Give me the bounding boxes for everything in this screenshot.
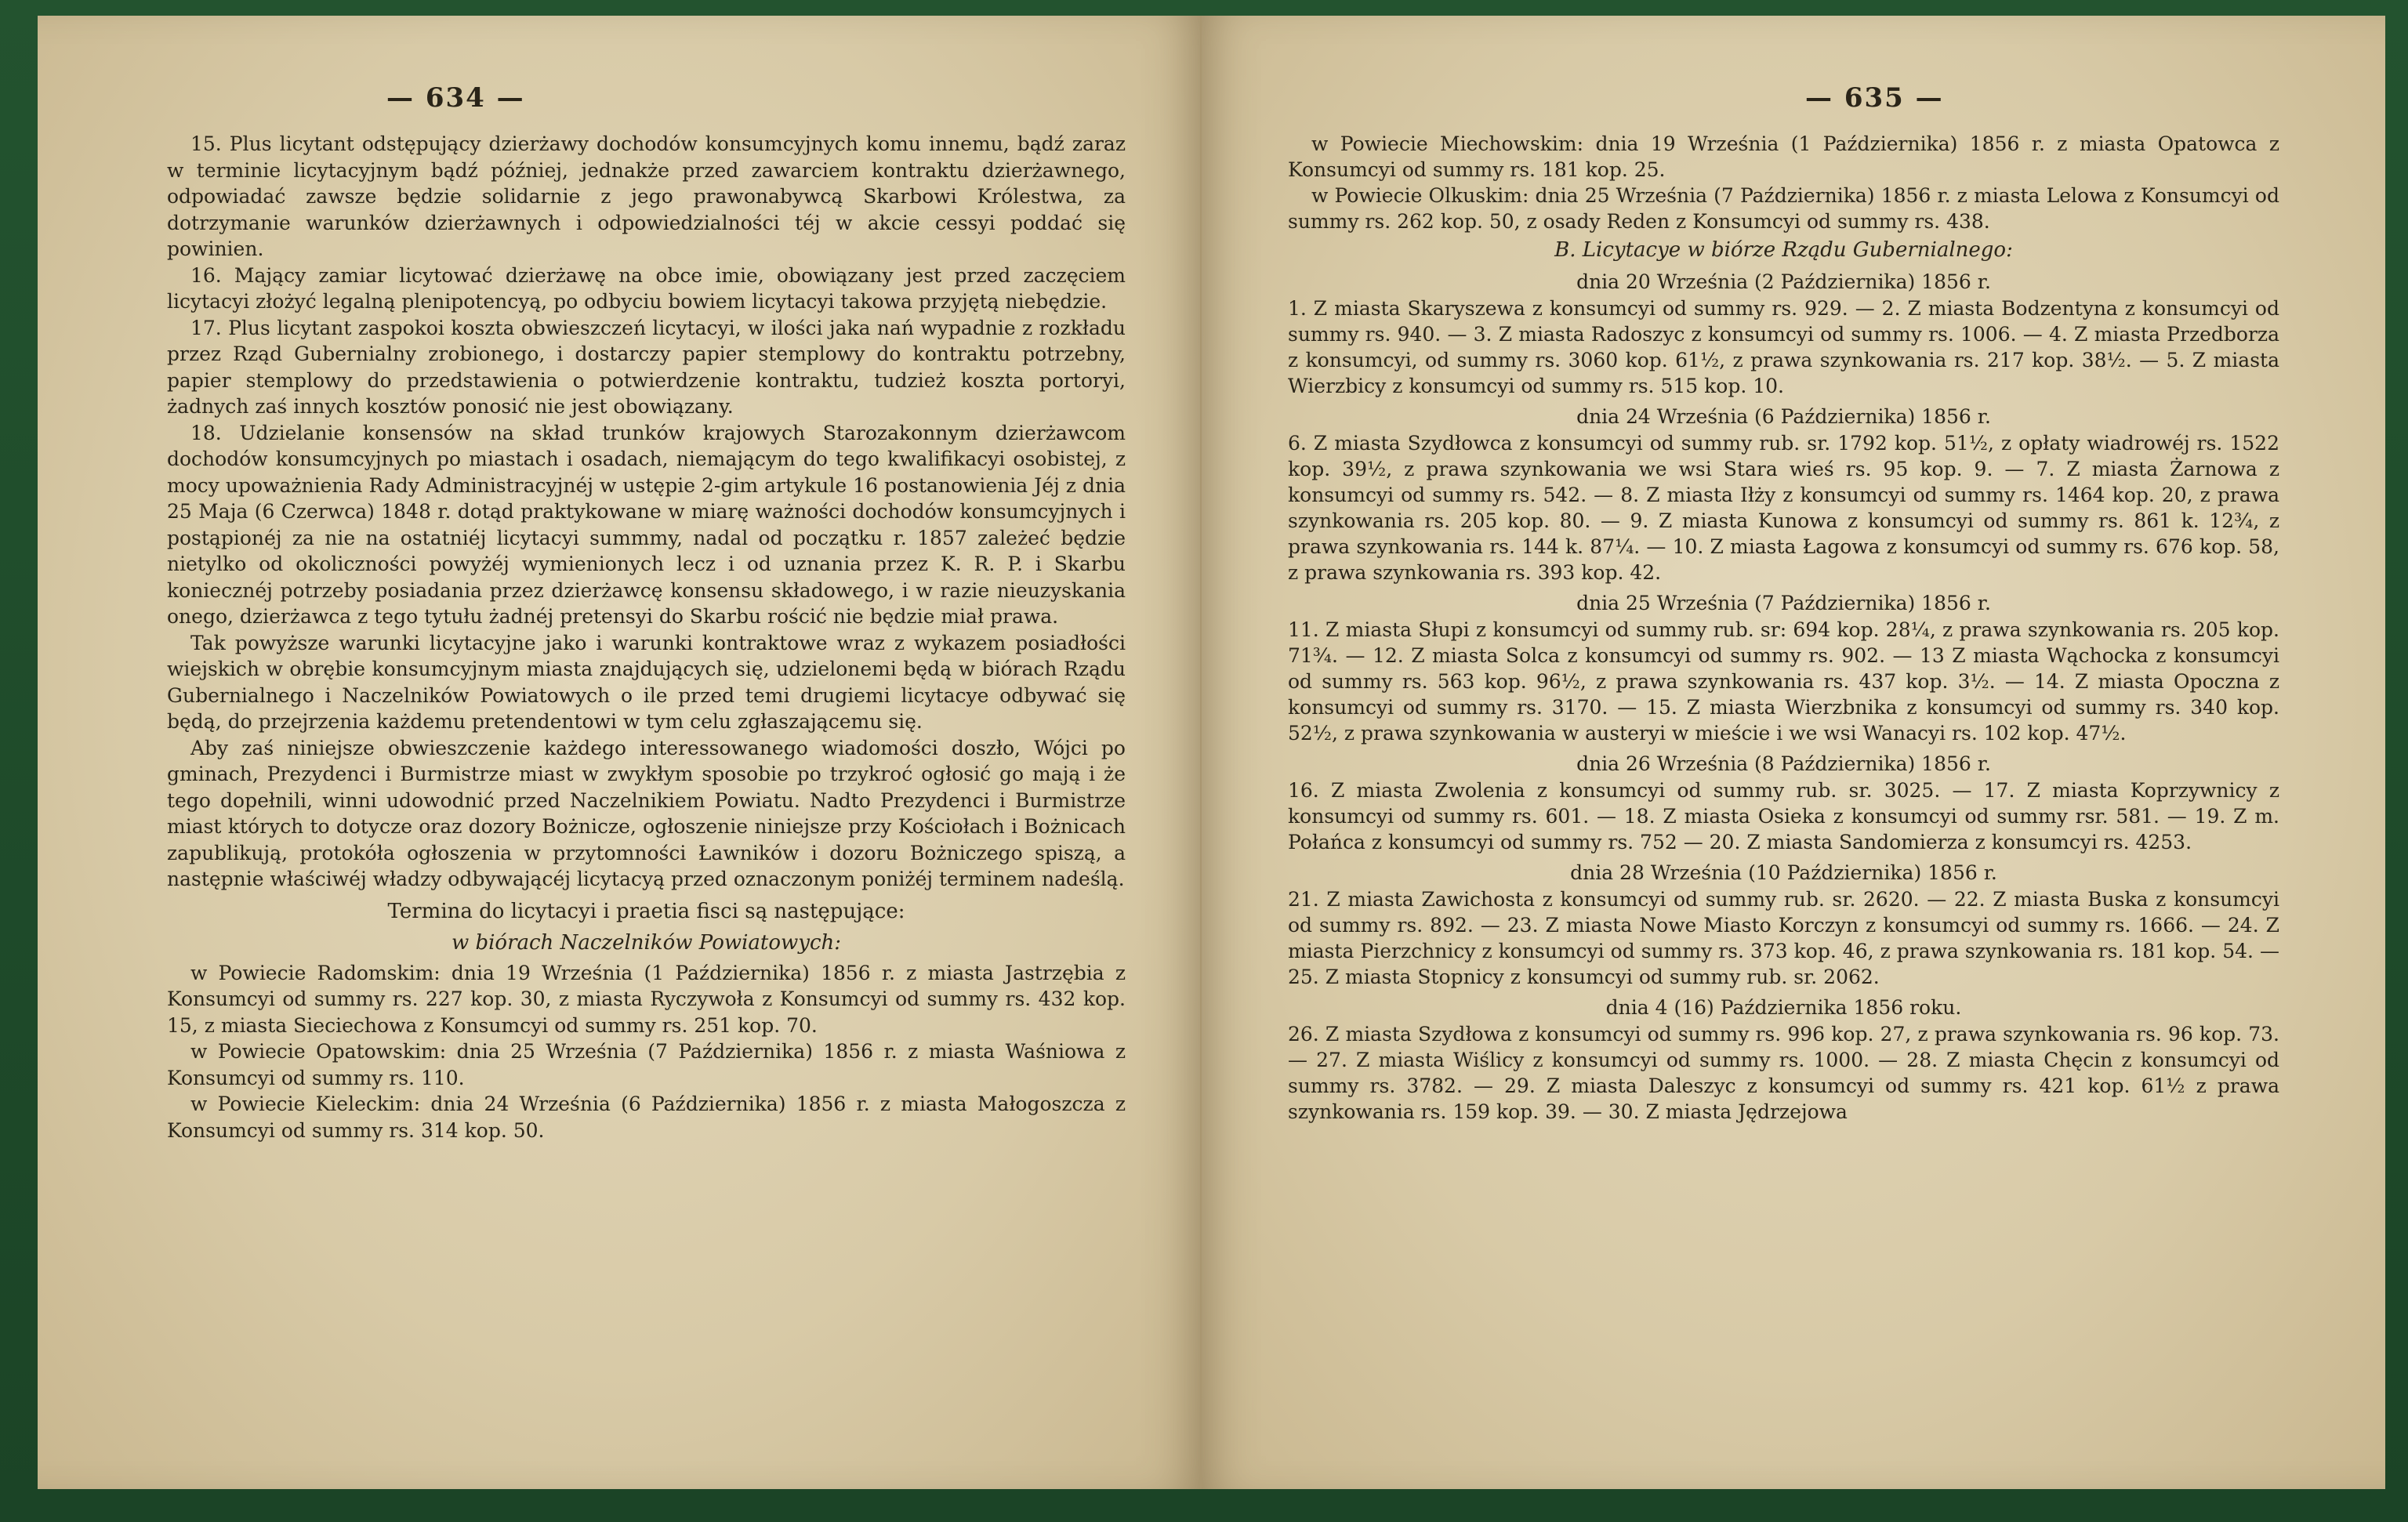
date-heading-25-sep: dnia 25 Września (7 Października) 1856 r. [1576, 592, 1991, 614]
paragraph-16: 16. Mający zamiar licytować dzierżawę na obce imie, obowiązany jest przed zaczęciem licytacyi złożyć legalną plenipotencyą, po odbyciu bowiem licytacyi takowa przyjętą niebędzie. [167, 263, 1126, 313]
paragraph-announcement: Aby zaś niniejsze obwieszczenie każdego interessowanego wiadomości doszło, Wójci po gminach, Prezydenci i Burmistrze miast w zwykłym sposobie po trzykroć ogłosić go mają i że tego dopełnili, winni udowodnić przed Naczelnikiem Powiatu. Nadto Prezydenci i Burmistrze miast których to dotycze oraz dozory Bożnicze, ogłoszenie niniejsze przy Kościołach i Bożnicach zapublikują, protokóła ogłoszenia w przytomności Ławników i dozoru Bożniczego spiszą, a następnie właściwéj władzy odbywającéj licytacyą przed oznaczonym poniżéj terminem nadeślą. [167, 736, 1126, 890]
paragraph-17: 17. Plus licytant zaspokoi koszta obwieszczeń licytacyi, w ilości jaka nań wypadnie z rozkładu przez Rząd Gubernialny zrobionego, i dostarczy papier stemplowy do kontraktu potrzebny, papier stemplowy do przedstawienia o potwierdzenie kontraktu, tudzież koszta portoryi, żadnych zaś innych kosztów ponosić nie jest obowiązany. [167, 316, 1126, 418]
right-page [1202, 16, 2385, 1489]
entry-olkusz: w Powiecie Olkuskim: dnia 25 Września (7 Października) 1856 r. z miasta Lelowa z Konsumcyi od summy rs. 262 kop. 50, z osady Reden z Konsumcyi od summy rs. 438. [1288, 184, 2279, 233]
entry-radom: w Powiecie Radomskim: dnia 19 Września (1 Października) 1856 r. z miasta Jastrzębia z Konsumcyi od summy rs. 227 kop. 30, z miasta Ryczywoła z Konsumcyi od summy rs. 432 kop. 15, z miasta Sieciechowa z Konsumcyi od summy rs. 251 kop. 70. [167, 961, 1126, 1037]
book-spread [38, 16, 2385, 1489]
date-heading-24-sep: dnia 24 Września (6 Października) 1856 r. [1576, 405, 1991, 428]
right-page-number: — 635 — [1805, 82, 1944, 114]
entries-25-sep: 11. Z miasta Słupi z konsumcyi od summy rub. sr: 694 kop. 28¼, z prawa szynkowania rs. 205 kop. 71¾. — 12. Z miasta Solca z konsumcyi od summy rs. 902. — 13 Z miasta Wąchocka z konsumcyi od summy rs. 563 kop. 96½, z prawa szynkowania rs. 437 kop. 3½. — 14. Z miasta Opoczna z konsumcyi od summy rs. 3170. — 15. Z miasta Wierzbnika z konsumcyi od summy rs. 340 kop. 52½, z prawa szynkowania w austeryi w mieście i we wsi Wanacyi rs. 102 kop. 47½. [1288, 618, 2279, 745]
date-heading-4-oct: dnia 4 (16) Października 1856 roku. [1605, 996, 1962, 1019]
section-b-heading: B. Licytacye w biórze Rządu Gubernialnego: [1554, 238, 2013, 262]
entries-28-sep: 21. Z miasta Zawichosta z konsumcyi od summy rub. sr. 2620. — 22. Z miasta Buska z konsumcyi od summy rs. 892. — 23. Z miasta Nowe Miasto Korczyn z konsumcyi od summy rs. 1666. — 24. Z miasta Pierzchnicy z konsumcyi od summy rs. 373 kop. 46, z prawa szynkowania rs. 181 kop. 54. — 25. Z miasta Stopnicy z konsumcyi od summy rub. sr. 2062. [1288, 888, 2279, 988]
date-heading-20-sep: dnia 20 Września (2 Października) 1856 r. [1576, 270, 1991, 293]
entry-kielce: w Powiecie Kieleckim: dnia 24 Września (6 Października) 1856 r. z miasta Małogoszcza z Konsumcyi od summy rs. 314 kop. 50. [167, 1093, 1126, 1142]
paragraph-conditions: Tak powyższe warunki licytacyjne jako i warunki kontraktowe wraz z wykazem posiadłości wiejskich w obrębie konsumcyjnym miasta znajdujących się, udzielonemi będą w biórach Rządu Gubernialnego i Naczelników Powiatowych o ile przed temi drugiemi licytacye odbywać się będą, do przejrzenia każdemu pretendentowi w tym celu zgłaszającemu się. [167, 631, 1126, 733]
paragraph-15: 15. Plus licytant odstępujący dzierżawy dochodów konsumcyjnych komu innemu, bądź zaraz w terminie licytacyjnym bądź później, jednakże przed zawarciem kontraktu dzierżawnego, odpowiadać zawsze będzie solidarnie z jego prawonabywcą Skarbowi Królestwa, za dotrzymanie warunków dzierżawnych i odpowiedzialności téj w akcie cessyi poddać się powinien. [167, 132, 1126, 260]
section-a-heading: w biórach Naczelników Powiatowych: [451, 930, 842, 955]
left-page-number: — 634 — [386, 82, 525, 114]
paragraph-18: 18. Udzielanie konsensów na skład trunków krajowych Starozakonnym dzierżawcom dochodów konsumcyjnych po miastach i osadach, niemającym do tego kwalifikacyi osobistej, z mocy upoważnienia Rady Administracyjnéj w ustępie 2-gim artykule 16 postanowienia Jéj z dnia 25 Maja (6 Czerwca) 1848 r. dotąd praktykowane w miarę ważności dochodów konsumcyjnych i postąpionéj za nie na ostatniéj licytacyi summmy, nadal od początku r. 1857 zależeć będzie nietylko od okoliczności powyżéj wymienionych lecz i od uznania przez K. R. P. i Skarbu koniecznéj potrzeby posiadania przez dzierżawcę konsensu składowego, i w razie nieuzyskania onego, dzierżawca z tego tytułu żadnéj pretensyi do Skarbu rościć nie będzie miał prawa. [167, 421, 1126, 628]
date-heading-28-sep: dnia 28 Września (10 Października) 1856 r. [1570, 861, 1997, 884]
entries-26-sep: 16. Z miasta Zwolenia z konsumcyi od summy rub. sr. 3025. — 17. Z miasta Koprzywnicy z konsumcyi od summy rs. 601. — 18. Z miasta Osieka z konsumcyi od summy rsr. 581. — 19. Z m. Połańca z konsumcyi od summy rs. 752 — 20. Z miasta Sandomierza z konsumcyi rs. 4253. [1288, 779, 2279, 853]
entry-opatow: w Powiecie Opatowskim: dnia 25 Września (7 Października) 1856 r. z miasta Waśniowa z Konsumcyi od summy rs. 110. [167, 1040, 1126, 1089]
entries-4-oct: 26. Z miasta Szydłowa z konsumcyi od summy rs. 996 kop. 27, z prawa szynkowania rs. 96 kop. 73. — 27. Z miasta Wiślicy z konsumcyi od summy rs. 1000. — 28. Z miasta Chęcin z konsumcyi od summy rs. 3782. — 29. Z miasta Daleszyc z konsumcyi od summy rs. 421 kop. 61½ z prawa szynkowania rs. 159 kop. 39. — 30. Z miasta Jędrzejowa [1288, 1023, 2279, 1123]
left-page [38, 16, 1202, 1489]
terms-heading: Termina do licytacyi i praetia fisci są następujące: [387, 899, 905, 923]
entries-20-sep: 1. Z miasta Skaryszewa z konsumcyi od summy rs. 929. — 2. Z miasta Bodzentyna z konsumcyi od summy rs. 940. — 3. Z miasta Radoszyc z konsumcyi od summy rs. 1006. — 4. Z miasta Przedborza z konsumcyi, od summy rs. 3060 kop. 61½, z prawa szynkowania rs. 217 kop. 38½. — 5. Z miasta Wierzbicy z konsumcyi od summy rs. 515 kop. 10. [1288, 297, 2279, 397]
entry-miechow: w Powiecie Miechowskim: dnia 19 Września (1 Października) 1856 r. z miasta Opatowca z Konsumcyi od summy rs. 181 kop. 25. [1288, 132, 2279, 181]
date-heading-26-sep: dnia 26 Września (8 Października) 1856 r. [1576, 752, 1991, 775]
entries-24-sep: 6. Z miasta Szydłowca z konsumcyi od summy rub. sr. 1792 kop. 51½, z opłaty wiadrowéj rs. 1522 kop. 39½, z prawa szynkowania we wsi Stara wieś rs. 95 kop. 9. — 7. Z miasta Żarnowa z konsumcyi od summy rs. 542. — 8. Z miasta Iłży z konsumcyi od summy rs. 1464 kop. 20, z prawa szynkowania rs. 205 kop. 80. — 9. Z miasta Kunowa z konsumcyi od summy rs. 861 k. 12¾, z prawa szynkowania rs. 144 k. 87¼. — 10. Z miasta Łagowa z konsumcyi od summy rs. 676 kop. 58, z prawa szynkowania rs. 393 kop. 42. [1288, 432, 2279, 584]
